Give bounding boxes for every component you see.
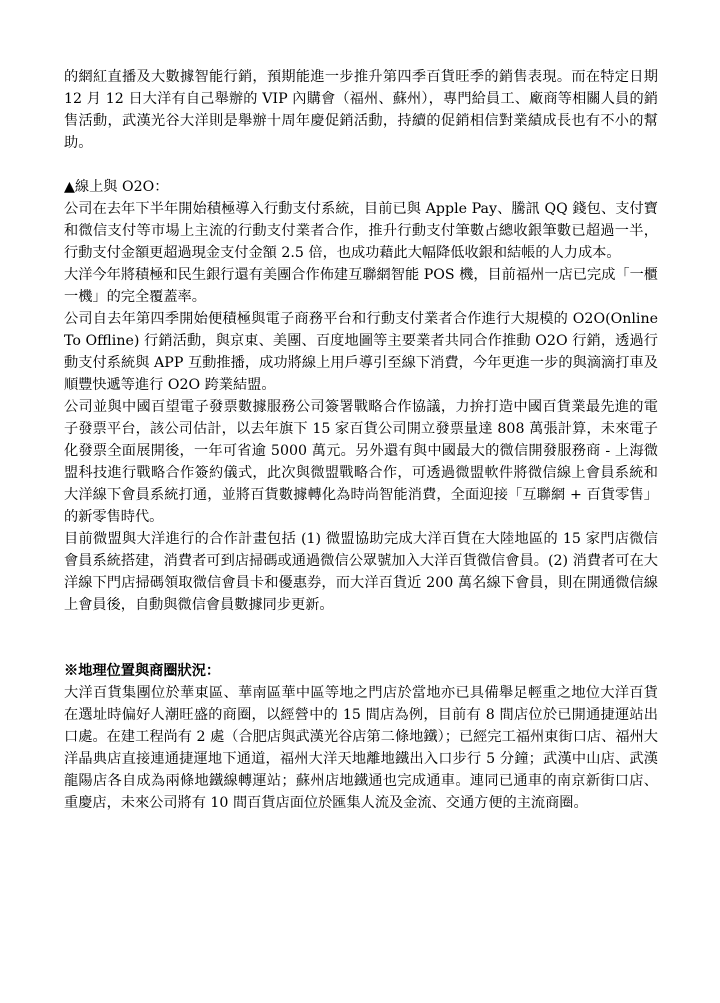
intro-paragraph: 的網紅直播及大數據智能行銷，預期能進一步推升第四季百貨旺季的銷售表現。而在特定日期 12 月 12 日大洋有自己舉辦的 VIP 內購會（福州、蘇州），專門給員工、廠商等相關人員的銷售活動，武漢光谷大洋則是舉辦十周年慶促銷活動，持續的促銷相信對業績成長也有不小的幫助。 — [64, 69, 658, 151]
document-page — [64, 66, 658, 814]
location-paragraph: 大洋百貨集團位於華東區、華南區華中區等地之門店於當地亦已具備舉足輕重之地位大洋百貨在選址時偏好人潮旺盛的商圈，以經營中的 15 間店為例，目前有 8 間店位於已開通捷運站出口處。在建工程尚有 2 處（合肥店與武漢光谷店第二條地鐵）；已經完工福州東街口店、福州大洋晶典店直接連通捷運地下通道，福州大洋天地離地鐵出入口步行 5 分鐘；武漢中山店、武漢龍陽店各自成為兩條地鐵線轉運站；蘇州店地鐵通也完成通車。連同已通車的南京新街口店、重慶店，未來公司將有 10 間百貨店面位於匯集人流及金流、交通方便的主流商圈。 — [64, 685, 658, 811]
spacer — [64, 154, 658, 176]
o2o-paragraph-ecommerce: 公司自去年第四季開始便積極與電子商務平台和行動支付業者合作進行大規模的 O2O(Online To Offline) 行銷活動，與京東、美團、百度地圖等主要業者共同合作推動 O2O 行銷，透過行動支付系統與 APP 互動推播，成功將線上用戶導引至線下消費，今年更進一步的與滴滴打車及順豐快遞等進行 O2O 跨業結盟。 — [64, 311, 658, 393]
o2o-paragraph-e-invoice: 公司並與中國百望電子發票數據服務公司簽署戰略合作協議，力拚打造中國百貨業最先進的電子發票平台，該公司估計，以去年旗下 15 家百貨公司開立發票量達 808 萬張計算，未來電子化發票全面展開後，一年可省逾 5000 萬元。另外還有與中國最大的微信開發服務商 - 上海微盟科技進行戰略合作簽約儀式，此次與微盟戰略合作，可透過微盟軟件將微信線上會員系統和大洋線下會員系統打通，並將百貨數據轉化為時尚智能消費，全面迎接「互聯網 + 百貨零售」的新零售時代。 — [64, 399, 658, 525]
o2o-paragraph-pos: 大洋今年將積極和民生銀行還有美團合作佈建互聯網智能 POS 機，目前福州一店已完成「一櫃一機」的完全覆蓋率。 — [64, 267, 658, 305]
o2o-heading: ▲線上與 O2O： — [64, 179, 169, 195]
location-heading: ※地理位置與商圈狀況： — [64, 663, 221, 679]
spacer — [64, 616, 658, 660]
o2o-paragraph-mobile-payment: 公司在去年下半年開始積極導入行動支付系統，目前已與 Apple Pay、騰訊 QQ 錢包、支付寶和微信支付等市場上主流的行動支付業者合作，推升行動支付筆數占總收銀筆數已超過一半，行動支付金額更超過現金支付金額 2.5 倍，也成功藉此大幅降低收銀和結帳的人力成本。 — [64, 201, 658, 261]
o2o-paragraph-weimob: 目前微盟與大洋進行的合作計畫包括 (1) 微盟協助完成大洋百貨在大陸地區的 15 家門店微信會員系統搭建，消費者可到店掃碼或通過微信公眾號加入大洋百貨微信會員。(2) 消費者可在大洋線下門店掃碼領取微信會員卡和優惠券，而大洋百貨近 200 萬名線下會員，則在開通微信線上會員後，自動與微信會員數據同步更新。 — [64, 531, 658, 613]
